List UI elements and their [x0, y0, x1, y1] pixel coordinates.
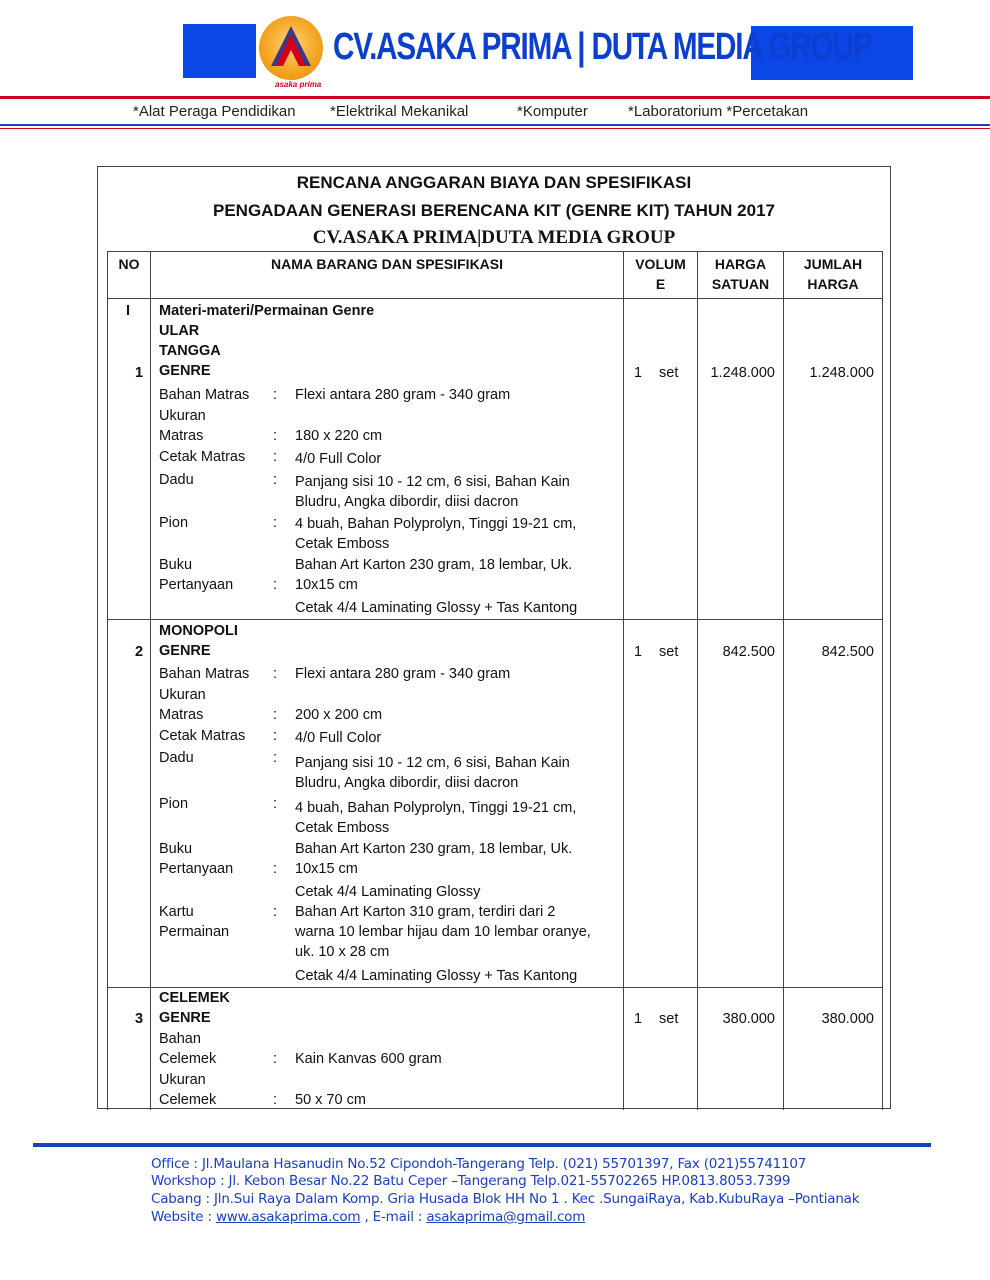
item-unit: set — [659, 1011, 679, 1027]
logo-mark-icon — [259, 16, 323, 80]
spec-colon: : — [273, 472, 278, 488]
spec-value: Cetak 4/4 Laminating Glossy + Tas Kantong — [295, 968, 578, 984]
spec-colon: : — [273, 449, 278, 465]
spec-colon: : — [273, 1051, 278, 1067]
item-total: 380.000 — [821, 1011, 874, 1027]
item-price: 842.500 — [722, 644, 775, 660]
footer-workshop: Workshop : Jl. Kebon Besar No.22 Batu Ceper –Tangerang Telp.021-55702265 HP.0813.8053.7399 — [151, 1173, 791, 1189]
item-qty: 1 — [634, 365, 643, 381]
doc-title-line1: RENCANA ANGGARAN BIAYA DAN SPESIFIKASI — [296, 173, 692, 192]
item-unit: set — [659, 365, 679, 381]
spec-value: 50 x 70 cm — [295, 1092, 366, 1108]
service-2: *Elektrikal Mekanikal — [330, 103, 469, 120]
col-name-header: NAMA BARANG DAN SPESIFIKASI — [151, 252, 624, 299]
company-logo — [259, 16, 323, 80]
spec-value: 4/0 Full Color — [295, 451, 382, 467]
spec-value: Bahan Art Karton 230 gram, 18 lembar, Uk. 10x15 cm — [295, 841, 573, 877]
spec-colon: : — [273, 428, 278, 444]
item-name: CELEMEK GENRE — [159, 990, 230, 1026]
spec-colon: : — [273, 861, 278, 877]
item-number: 3 — [135, 1011, 144, 1027]
spec-label: Bahan Celemek — [159, 1031, 217, 1067]
spec-value: Bahan Art Karton 310 gram, terdiri dari 2 warna 10 lembar hijau dam 10 lembar oranye, uk. 10 x 28 cm — [295, 904, 591, 960]
spec-value: 4/0 Full Color — [295, 730, 382, 746]
spec-value: 200 x 200 cm — [295, 707, 383, 723]
col-no-header: NO — [108, 252, 151, 299]
doc-title-line2: PENGADAAN GENERASI BERENCANA KIT (GENRE KIT) TAHUN 2017 — [213, 201, 775, 220]
col-volume-header: VOLUM E — [624, 252, 698, 299]
col-total-header: JUMLAH HARGA — [784, 252, 883, 299]
spec-value: 4 buah, Bahan Polyprolyn, Tinggi 19-21 cm, Cetak Emboss — [295, 516, 577, 552]
item-number: 1 — [135, 365, 144, 381]
header-rule-blue — [0, 124, 990, 126]
spec-value: 4 buah, Bahan Polyprolyn, Tinggi 19-21 cm, Cetak Emboss — [295, 800, 577, 836]
spec-colon: : — [273, 387, 278, 403]
spec-value: 180 x 220 cm — [295, 428, 383, 444]
logo-text: asaka prima — [275, 80, 322, 89]
website-label: Website : — [151, 1209, 216, 1225]
table-row — [108, 620, 883, 988]
spec-label: Bahan Matras — [159, 666, 250, 682]
spec-colon: : — [273, 796, 278, 812]
spec-value: Cetak 4/4 Laminating Glossy — [295, 884, 481, 900]
spec-label: Cetak Matras — [159, 728, 246, 744]
header-banner-left — [183, 24, 256, 78]
spec-label: Kartu Permainan — [159, 904, 230, 940]
email-link[interactable]: asakaprima@gmail.com — [426, 1209, 586, 1225]
spec-label: Ukuran Matras — [159, 408, 206, 444]
item-unit: set — [659, 644, 679, 660]
spec-label: Ukuran Matras — [159, 687, 206, 723]
footer-branch: Cabang : Jln.Sui Raya Dalam Komp. Gria Husada Blok HH No 1 . Kec .SungaiRaya, Kab.KubuRaya –Pontianak — [151, 1191, 860, 1207]
section-title: Materi-materi/Permainan Genre — [159, 303, 375, 319]
spec-colon: : — [273, 1092, 278, 1108]
item-qty: 1 — [634, 644, 643, 660]
spec-colon: : — [273, 577, 278, 593]
spec-value: Panjang sisi 10 - 12 cm, 6 sisi, Bahan Kain Bludru, Angka dibordir, diisi dacron — [295, 755, 570, 791]
spec-value: Cetak 4/4 Laminating Glossy + Tas Kantong — [295, 600, 578, 616]
spec-colon: : — [273, 515, 278, 531]
footer-office: Office : Jl.Maulana Hasanudin No.52 Cipondoh-Tangerang Telp. (021) 55701397, Fax (021)55741107 — [151, 1156, 807, 1172]
spec-label: Buku Pertanyaan — [159, 557, 234, 593]
item-name: ULAR TANGGA GENRE — [159, 323, 221, 379]
spec-value: Bahan Art Karton 230 gram, 18 lembar, Uk. 10x15 cm — [295, 557, 573, 593]
col-price-header: HARGA SATUAN — [698, 252, 784, 299]
item-total: 842.500 — [821, 644, 874, 660]
company-name: CV.ASAKA PRIMA | DUTA MEDIA GROUP — [333, 26, 872, 68]
service-1: *Alat Peraga Pendidikan — [133, 103, 296, 120]
spec-label: Dadu — [159, 472, 194, 488]
email-label: , E-mail : — [360, 1209, 427, 1225]
table-header-row — [108, 252, 883, 299]
table-row — [108, 299, 883, 620]
service-3: *Komputer — [517, 103, 588, 120]
section-number: I — [126, 303, 131, 319]
spec-value: Flexi antara 280 gram - 340 gram — [295, 666, 511, 682]
spec-value: Flexi antara 280 gram - 340 gram — [295, 387, 511, 403]
footer-rule — [33, 1143, 931, 1147]
spec-label: Buku Pertanyaan — [159, 841, 234, 877]
spec-label: Pion — [159, 515, 189, 531]
item-total: 1.248.000 — [809, 365, 874, 381]
item-price: 380.000 — [722, 1011, 775, 1027]
website-link[interactable]: www.asakaprima.com — [215, 1209, 361, 1225]
spec-label: Cetak Matras — [159, 449, 246, 465]
spec-value: Panjang sisi 10 - 12 cm, 6 sisi, Bahan Kain Bludru, Angka dibordir, diisi dacron — [295, 474, 570, 510]
spec-colon: : — [273, 707, 278, 723]
spec-colon: : — [273, 728, 278, 744]
table-row — [108, 988, 883, 1111]
spec-colon: : — [273, 750, 278, 766]
budget-table — [107, 251, 883, 1110]
spec-label: Dadu — [159, 750, 194, 766]
spec-label: Ukuran Celemek — [159, 1072, 217, 1108]
header-rule-red — [0, 96, 990, 99]
service-4: *Laboratorium *Percetakan — [628, 103, 809, 120]
spec-colon: : — [273, 666, 278, 682]
spec-colon: : — [273, 904, 278, 920]
spec-label: Pion — [159, 796, 189, 812]
doc-title-line3: CV.ASAKA PRIMA|DUTA MEDIA GROUP — [312, 227, 676, 248]
header-rule-thin — [0, 128, 990, 129]
item-name: MONOPOLI GENRE — [159, 623, 238, 659]
item-qty: 1 — [634, 1011, 643, 1027]
spec-label: Bahan Matras — [159, 387, 250, 403]
item-number: 2 — [135, 644, 144, 660]
item-price: 1.248.000 — [710, 365, 775, 381]
footer-contact — [151, 1209, 585, 1225]
spec-value: Kain Kanvas 600 gram — [295, 1051, 442, 1067]
